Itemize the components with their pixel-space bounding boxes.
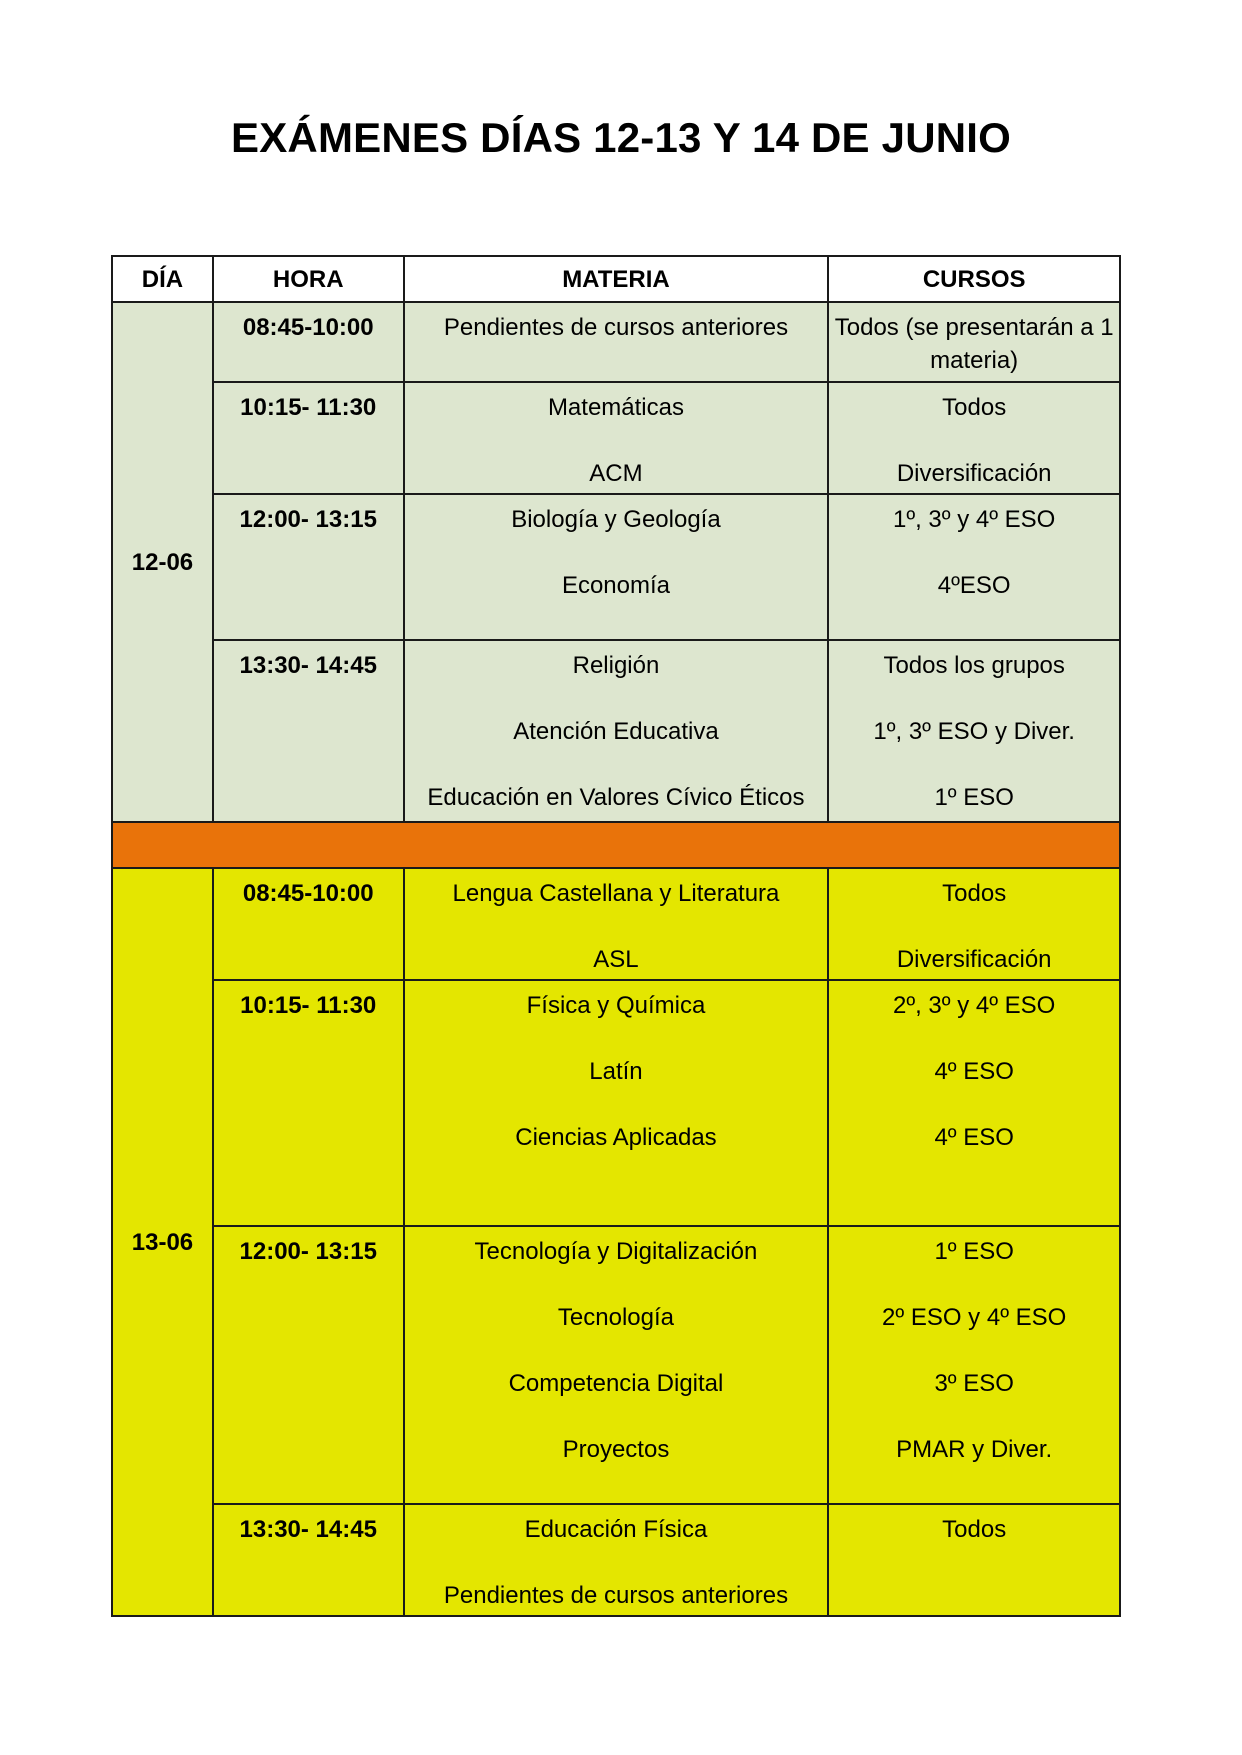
day-separator-row <box>112 822 1120 868</box>
courses-line: Todos los grupos <box>883 652 1065 679</box>
subject-line: ACM <box>589 460 643 487</box>
courses-line: Diversificación <box>896 460 1052 487</box>
subject-line: Atención Educativa <box>513 718 719 745</box>
hour-cell: 13:30- 14:45 <box>213 1504 404 1616</box>
subject-line: Pendientes de cursos anteriores <box>443 1582 789 1609</box>
hour-cell: 12:00- 13:15 <box>213 1226 404 1504</box>
subject-line: Física y Química <box>526 992 706 1019</box>
subject-line: Religión <box>572 652 660 679</box>
hour-cell: 13:30- 14:45 <box>213 640 404 822</box>
subject-cell <box>404 980 829 1226</box>
table-row <box>112 868 1120 980</box>
day-cell: 12-06 <box>112 302 213 822</box>
courses-line: 1º, 3º y 4º ESO <box>892 506 1056 533</box>
subject-line: Competencia Digital <box>508 1370 724 1397</box>
subject-line: Ciencias Aplicadas <box>515 1124 717 1151</box>
subject-line: Biología y Geología <box>511 506 721 533</box>
subject-line: Educación en Valores Cívico Éticos <box>427 784 805 811</box>
subject-line: Pendientes de cursos anteriores <box>443 314 789 341</box>
subject-line: Proyectos <box>562 1436 670 1463</box>
subject-line: Latín <box>589 1058 643 1085</box>
hour-cell: 10:15- 11:30 <box>213 382 404 494</box>
courses-cell <box>828 640 1120 822</box>
courses-cell <box>828 1504 1120 1616</box>
courses-line: 1º ESO <box>934 1238 1014 1265</box>
header-hora: HORA <box>213 256 404 302</box>
header-dia: DÍA <box>112 256 213 302</box>
header-cursos: CURSOS <box>828 256 1120 302</box>
subject-cell <box>404 640 829 822</box>
subject-cell <box>404 1504 829 1616</box>
page-title: EXÁMENES DÍAS 12-13 Y 14 DE JUNIO <box>230 114 1011 161</box>
courses-cell <box>828 382 1120 494</box>
courses-line: 2º, 3º y 4º ESO <box>892 992 1056 1019</box>
table-row <box>112 1226 1120 1504</box>
courses-line: Todos <box>942 880 1007 907</box>
courses-cell <box>828 494 1120 640</box>
courses-line: 1º, 3º ESO y Diver. <box>873 718 1075 745</box>
courses-cell <box>828 980 1120 1226</box>
header-materia: MATERIA <box>404 256 829 302</box>
courses-line: Todos (se presentarán a 1 materia) <box>834 314 1114 374</box>
subject-line: Tecnología y Digitalización <box>474 1238 758 1265</box>
subject-cell <box>404 868 829 980</box>
hour-cell: 08:45-10:00 <box>213 868 404 980</box>
courses-line: 3º ESO <box>934 1370 1014 1397</box>
subject-line: ASL <box>593 946 639 973</box>
subject-cell <box>404 302 829 382</box>
subject-line: Lengua Castellana y Literatura <box>452 880 780 907</box>
table-row <box>112 382 1120 494</box>
day-cell: 13-06 <box>112 868 213 1616</box>
courses-line: 4ºESO <box>937 572 1011 599</box>
hour-cell: 08:45-10:00 <box>213 302 404 382</box>
hour-cell: 10:15- 11:30 <box>213 980 404 1226</box>
courses-line: 2º ESO y 4º ESO <box>882 1304 1067 1331</box>
courses-line: 4º ESO <box>934 1124 1014 1151</box>
courses-line: PMAR y Diver. <box>896 1436 1053 1463</box>
courses-line: Todos <box>942 1516 1007 1543</box>
courses-line: 1º ESO <box>934 784 1014 811</box>
subject-cell <box>404 1226 829 1504</box>
table-row <box>112 494 1120 640</box>
table-row <box>112 302 1120 382</box>
hour-cell: 12:00- 13:15 <box>213 494 404 640</box>
courses-line: Todos <box>942 394 1007 421</box>
courses-line: 4º ESO <box>934 1058 1014 1085</box>
subject-line: Matemáticas <box>547 394 684 421</box>
table-row <box>112 980 1120 1226</box>
exam-schedule-table <box>111 255 1121 1617</box>
courses-cell <box>828 1226 1120 1504</box>
table-header-row <box>112 256 1120 302</box>
table-row <box>112 1504 1120 1616</box>
courses-cell <box>828 302 1120 382</box>
subject-line: Tecnología <box>557 1304 675 1331</box>
subject-cell <box>404 494 829 640</box>
subject-line: Educación Física <box>524 1516 708 1543</box>
subject-cell <box>404 382 829 494</box>
subject-line: Economía <box>561 572 670 599</box>
courses-cell <box>828 868 1120 980</box>
table-row <box>112 640 1120 822</box>
courses-line: Diversificación <box>896 946 1052 973</box>
day-separator <box>112 822 1120 868</box>
